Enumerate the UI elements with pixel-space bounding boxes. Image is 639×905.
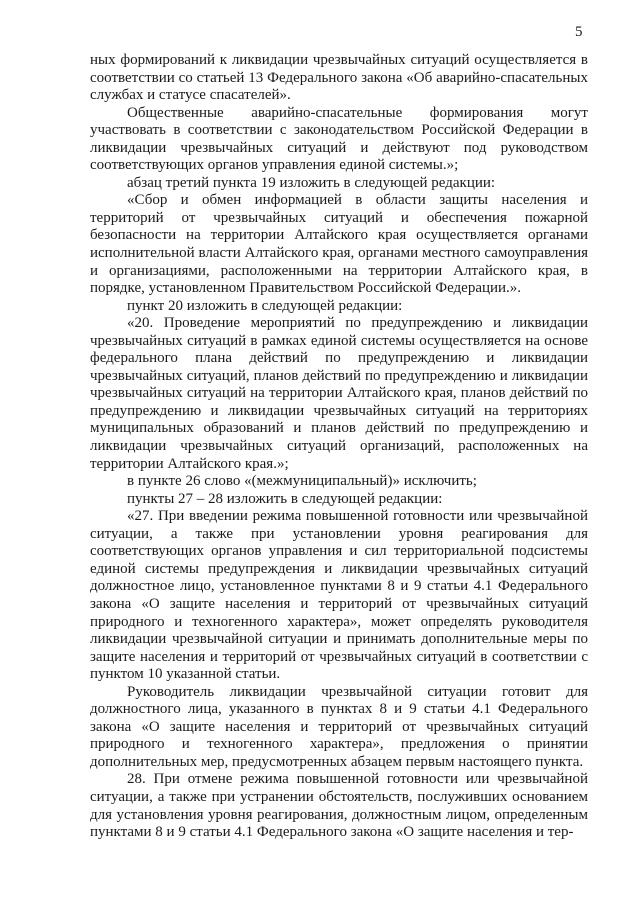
paragraph-amend-point-20: пункт 20 изложить в следующей редакции: bbox=[127, 297, 403, 314]
document-body bbox=[90, 52, 588, 842]
paragraph-point-27-text: «27. При введении режима повышенной готовности или чрезвычайной ситуации, а также при установлении уровня реагирования для соответствующих органов управления и сил территориальной подсистемы единой системы предупреждения и ликвидации чрезвычайных ситуаций должностное лицо, установленное пунктами 8 и 9 статьи 4.1 Федерального закона «О защите населения и территорий от чрезвычайных ситуаций природного и техногенного характера», может определять руководителя ликвидации чрезвычайной ситуации и принимать дополнительные меры по защите населения и территорий от чрезвычайных ситуаций в соответствии с пунктом 10 указанной статьи. bbox=[90, 508, 588, 683]
page-number: 5 bbox=[575, 24, 583, 40]
paragraph-amend-point-19: абзац третий пункта 19 изложить в следующей редакции: bbox=[127, 174, 496, 191]
paragraph-point-26: в пункте 26 слово «(межмуниципальный)» исключить; bbox=[127, 473, 477, 490]
paragraph-public-rescue-units: Общественные аварийно-спасательные формирования могут участвовать в соответствии с законодательством Российской Федерации в ликвидации чрезвычайных ситуаций и действуют под руководством соответствующих органов управления единой системы.»; bbox=[90, 104, 588, 174]
paragraph-continuation: ных формирований к ликвидации чрезвычайных ситуаций осуществляется в соответствии со статьей 13 Федерального закона «Об аварийно-спасательных службах и статусе спасателей». bbox=[90, 52, 588, 104]
paragraph-point-28-text: 28. При отмене режима повышенной готовности или чрезвычайной ситуации, а также при устранении обстоятельств, послуживших основанием для установления уровня реагирования, должностным лицом, определенным пунктами 8 и 9 статьи 4.1 Федерального закона «О защите населения и тер- bbox=[90, 771, 588, 841]
paragraph-liquidation-head: Руководитель ликвидации чрезвычайной ситуации готовит для должностного лица, указанного в пунктах 8 и 9 статьи 4.1 Федерального закона «О защите населения и территорий от чрезвычайных ситуаций природного и техногенного характера», предложения о принятии дополнительных мер, предусмотренных абзацем первым настоящего пункта. bbox=[90, 683, 588, 770]
paragraph-point-19-text: «Сбор и обмен информацией в области защиты населения и территорий от чрезвычайных ситуаций и обеспечения пожарной безопасности на территории Алтайского края осуществляется органами исполнительной власти Алтайского края, органами местного самоуправления и организациями, расположенными на территории Алтайского края, в порядке, установленном Правительством Российской Федерации.». bbox=[90, 192, 588, 297]
paragraph-point-20-text: «20. Проведение мероприятий по предупреждению и ликвидации чрезвычайных ситуаций в рамках единой системы осуществляется на основе федерального плана действий по предупреждению и ликвидации чрезвычайных ситуаций, планов действий по предупреждению и ликвидации чрезвычайных ситуаций на территории Алтайского края, планов действий по предупреждению и ликвидации чрезвычайных ситуаций на территориях муниципальных образований и планов действий по предупреждению и ликвидации чрезвычайных ситуаций организаций, расположенных на территории Алтайского края.»; bbox=[90, 315, 588, 472]
paragraph-amend-points-27-28: пункты 27 – 28 изложить в следующей редакции: bbox=[127, 490, 443, 507]
